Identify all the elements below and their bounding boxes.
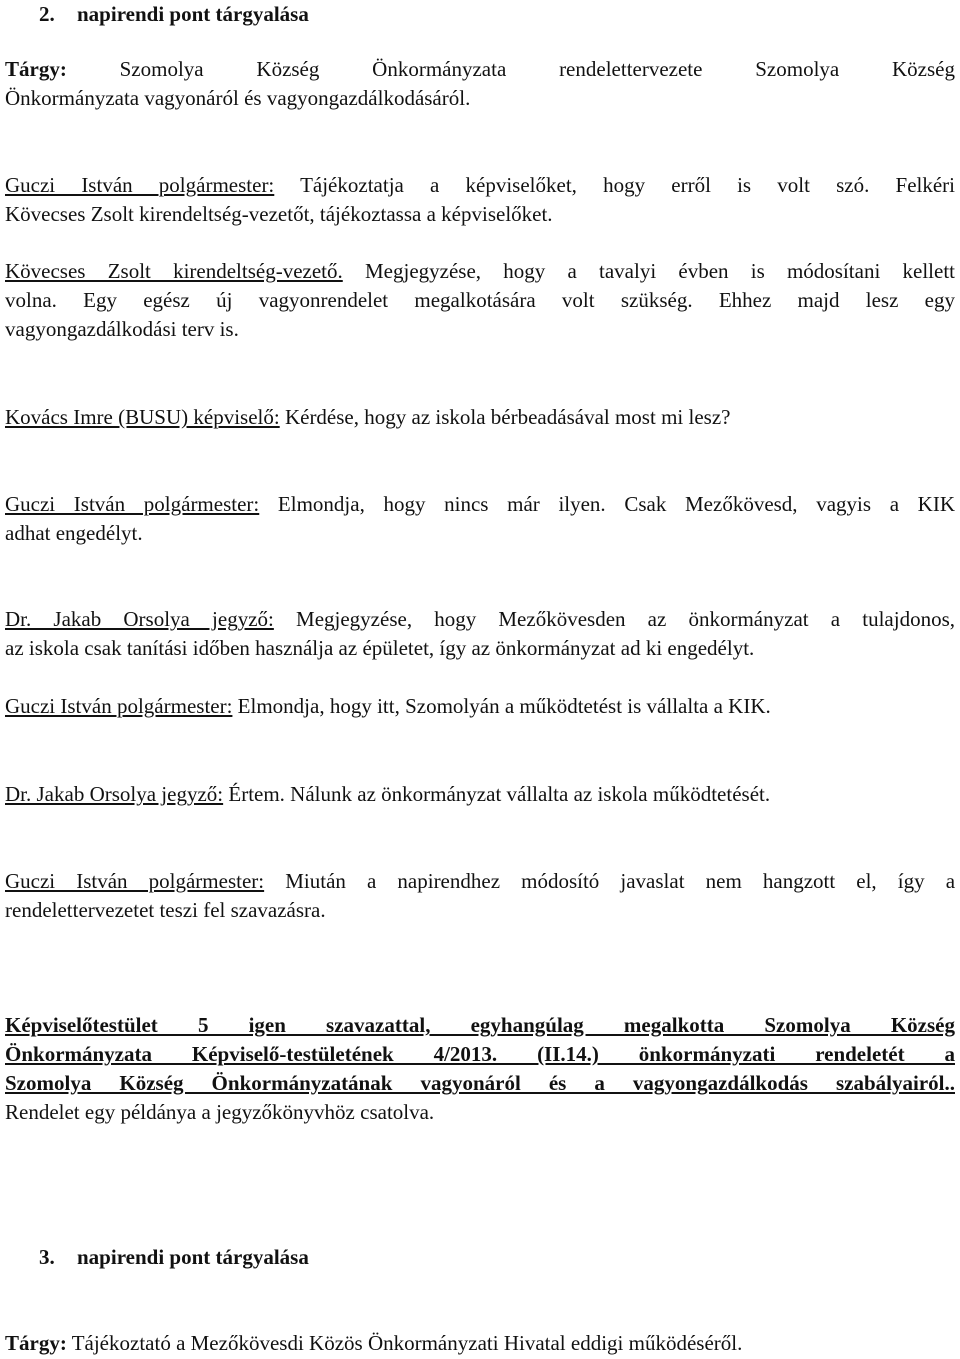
paragraph-mayor-3: Guczi István polgármester: Elmondja, hogy itt, Szomolyán a működtetést is vállalta a KIK. — [5, 694, 771, 718]
decision-line-1: Képviselőtestület 5 igen szavazattal, egyhangúlag megalkotta Szomolya Község — [5, 1013, 955, 1037]
agenda-2-number: 2. — [39, 2, 55, 26]
paragraph-jakab-2: Dr. Jakab Orsolya jegyző: Értem. Nálunk az önkormányzat vállalta az iskola működtetését. — [5, 782, 771, 806]
speaker-label: Dr. Jakab Orsolya jegyző: — [5, 607, 274, 631]
paragraph-kovecses: Kövecses Zsolt kirendeltség-vezető. Megjegyzése, hogy a tavalyi évben is módosítani kellett volna. Egy egész új vagyonrendelet megalkotására volt szükség. Ehhez majd lesz egy vagyongazdálkodási terv is. — [5, 259, 956, 341]
agenda-3-title: napirendi pont tárgyalása — [77, 1245, 309, 1269]
agenda-2-title: napirendi pont tárgyalása — [77, 2, 309, 26]
decision-line-3: Szomolya Község Önkormányzatának vagyonáról és a vagyongazdálkodás szabályairól.. — [5, 1071, 955, 1095]
speaker-label: Guczi István polgármester: — [5, 492, 260, 516]
paragraph-mayor-2: Guczi István polgármester: Elmondja, hogy nincs már ilyen. Csak Mezőkövesd, vagyis a KIK adhat engedélyt. — [5, 492, 956, 545]
speaker-label: Kövecses Zsolt kirendeltség-vezető. — [5, 259, 343, 283]
agenda-2-heading — [39, 0, 309, 29]
decision-note: Rendelet egy példánya a jegyzőkönyvhöz csatolva. — [5, 1100, 435, 1124]
paragraph-mayor-1: Guczi István polgármester: Tájékoztatja a képviselőket, hogy erről is volt szó. Felkéri Kövecses Zsolt kirendeltség-vezetőt, tájékoztassa a képviselőket. — [5, 173, 955, 226]
subject-1 — [5, 55, 955, 113]
subject-1-line-1: Tárgy: Szomolya Község Önkormányzata rendelettervezete Szomolya Község — [5, 57, 955, 81]
speaker-label: Dr. Jakab Orsolya jegyző: — [5, 782, 224, 806]
decision-line-2: Önkormányzata Képviselő-testületének 4/2013. (II.14.) önkormányzati rendeletét a — [5, 1042, 955, 1066]
agenda-3-heading — [39, 1243, 309, 1272]
subject-1-line-2: Önkormányzata vagyonáról és vagyongazdálkodásáról. — [5, 86, 471, 110]
subject-2-label: Tárgy: — [5, 1331, 67, 1355]
paragraph-jakab-1: Dr. Jakab Orsolya jegyző: Megjegyzése, hogy Mezőkövesden az önkormányzat a tulajdonos, az iskola csak tanítási időben használja az épületet, így az önkormányzat ad ki engedélyt. — [5, 607, 956, 660]
subject-2: Tárgy: Tájékoztató a Mezőkövesdi Közös Önkormányzati Hivatal eddigi működéséről. — [5, 1331, 743, 1355]
speaker-label: Guczi István polgármester: — [5, 173, 275, 197]
subject-1-label: Tárgy: — [5, 57, 67, 81]
speaker-label: Guczi István polgármester: — [5, 694, 233, 718]
speaker-label: Kovács Imre (BUSU) képviselő: — [5, 405, 280, 429]
decision-block — [5, 1011, 955, 1127]
paragraph-kovacs: Kovács Imre (BUSU) képviselő: Kérdése, hogy az iskola bérbeadásával most mi lesz? — [5, 405, 731, 429]
paragraph-mayor-4: Guczi István polgármester: Miután a napirendhez módosító javaslat nem hangzott el, így a rendelettervezetet teszi fel szavazásra. — [5, 869, 956, 922]
speaker-label: Guczi István polgármester: — [5, 869, 265, 893]
agenda-3-number: 3. — [39, 1245, 55, 1269]
